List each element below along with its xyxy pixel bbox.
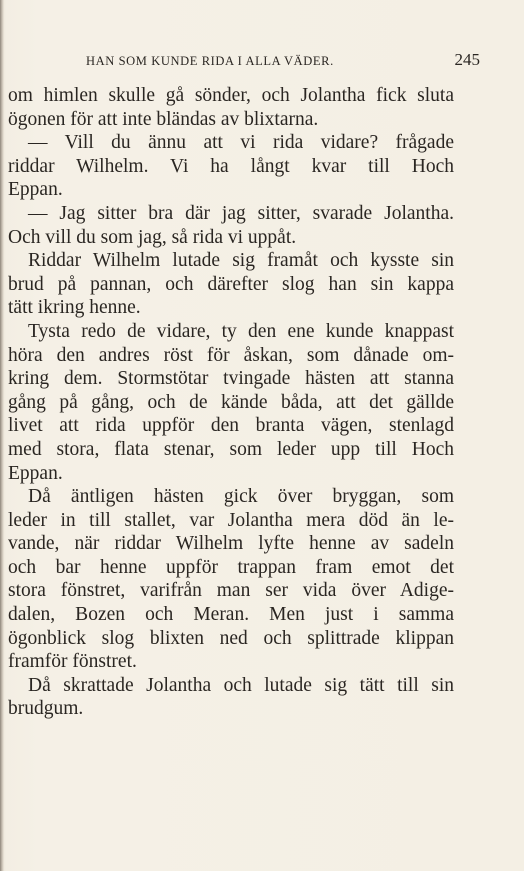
text-line: riddar Wilhelm. Vi ha långt kvar till Hoch: [8, 155, 454, 177]
text-line: vande, när riddar Wilhelm lyfte henne av sadeln: [8, 533, 454, 555]
text-line: dalen, Bozen och Meran. Men just i samma: [8, 604, 454, 626]
page-gutter-shadow: [0, 0, 4, 871]
page-number: 245: [454, 50, 480, 69]
text-line: tätt ikring henne.: [8, 297, 141, 319]
running-header: [40, 50, 480, 72]
text-line: — Vill du ännu att vi rida vidare? frågade: [28, 132, 454, 154]
text-line: Då äntligen hästen gick över bryggan, som: [28, 486, 454, 508]
text-line: Riddar Wilhelm lutade sig framåt och kysste sin: [28, 250, 454, 272]
text-line: brudgum.: [8, 698, 84, 720]
text-line: Då skrattade Jolantha och lutade sig tätt till sin: [28, 674, 454, 696]
text-line: Eppan.: [8, 179, 63, 201]
text-line: höra den andres röst för åskan, som dånade om-: [8, 344, 454, 366]
running-title: HAN SOM KUNDE RIDA I ALLA VÄDER.: [86, 54, 334, 68]
text-line: brud på pannan, och därefter slog han sin kappa: [8, 273, 454, 295]
text-line: ögonblick slog blixten ned och splittrade klippan: [8, 627, 454, 649]
text-line: gång på gång, och de kände båda, att det gällde: [8, 391, 454, 413]
text-line: Tysta redo de vidare, ty den ene kunde knappast: [28, 320, 454, 342]
text-line: och bar henne uppför trappan fram emot det: [8, 556, 454, 578]
text-line: med stora, flata stenar, som leder upp till Hoch: [8, 438, 454, 460]
text-line: om himlen skulle gå sönder, och Jolantha fick sluta: [8, 85, 454, 106]
text-line: Eppan.: [8, 462, 63, 484]
text-line: — Jag sitter bra där jag sitter, svarade Jolantha.: [28, 202, 454, 224]
text-line: livet att rida uppför den branta vägen, stenlagd: [8, 415, 454, 437]
text-line: framför fönstret.: [8, 651, 137, 673]
text-line: Och vill du som jag, så rida vi uppåt.: [8, 226, 297, 248]
text-line: leder in till stallet, var Jolantha mera död än le-: [8, 509, 454, 531]
text-line: kring dem. Stormstötar tvingade hästen att stanna: [8, 368, 454, 390]
text-line: ögonen för att inte bländas av blixtarna.: [8, 108, 319, 130]
body-text: [8, 84, 454, 721]
text-line: stora fönstret, varifrån man ser vida över Adige-: [8, 580, 454, 602]
